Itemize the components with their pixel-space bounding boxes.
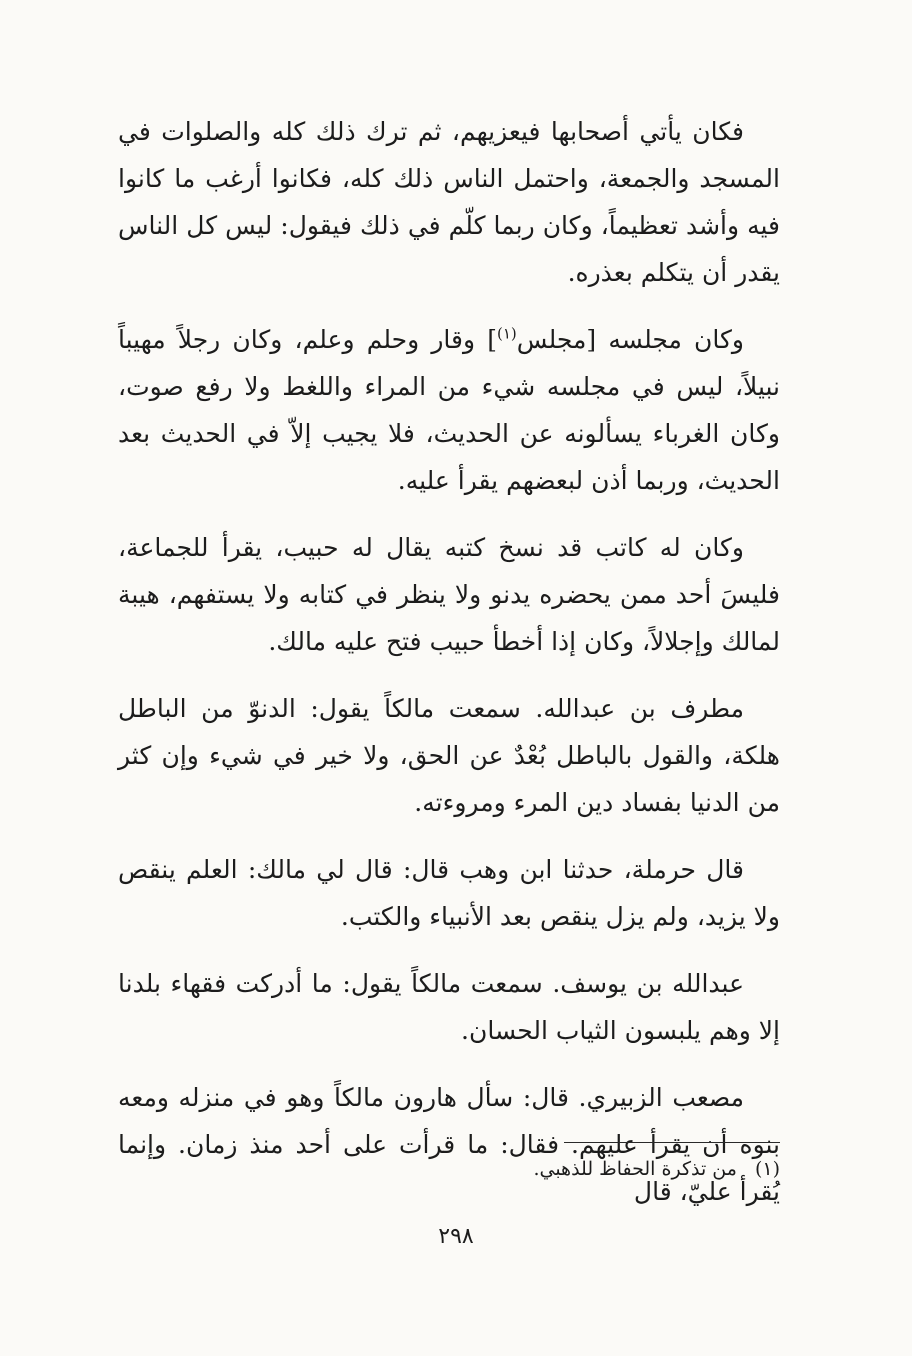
paragraph-4: مطرف بن عبدالله. سمعت مالكاً يقول: الدنوّ من الباطل هلكة، والقول بالباطل بُعْدٌ عن الحق، ولا خير في شيء وإن كثر من الدنيا بفساد دين المرء ومروءته.	[118, 694, 780, 817]
paragraph-1: فكان يأتي أصحابها فيعزيهم، ثم ترك ذلك كله والصلوات في المسجد والجمعة، واحتمل الناس ذلك كله، فكانوا أرغب ما كانوا فيه وأشد تعظيماً، وكان ربما كلّم في ذلك فيقول: ليس كل الناس يقدر أن يتكلم بعذره.	[118, 117, 780, 287]
footnote	[118, 1154, 780, 1184]
footnote-divider	[564, 1142, 780, 1143]
footnote-marker[interactable]: (١)	[496, 324, 517, 343]
body-text	[118, 108, 780, 1215]
paragraph-2	[118, 316, 780, 504]
paragraph-3: وكان له كاتب قد نسخ كتبه يقال له حبيب، يقرأ للجماعة، فليسَ أحد ممن يحضره يدنو ولا ينظر في كتابه ولا يستفهم، هيبة لمالك وإجلالاً، وكان إذا أخطأ حبيب فتح عليه مالك.	[118, 533, 780, 656]
paragraph-2-text-before: وكان مجلسه [مجلس	[516, 325, 744, 354]
paragraph-5: قال حرملة، حدثنا ابن وهب قال: قال لي مالك: العلم ينقص ولا يزيد، ولم يزل ينقص بعد الأنبياء والكتب.	[118, 855, 780, 931]
paragraph-6: عبدالله بن يوسف. سمعت مالكاً يقول: ما أدركت فقهاء بلدنا إلا وهم يلبسون الثياب الحسان.	[118, 969, 780, 1045]
paragraph-7: مصعب الزبيري. قال: سأل هارون مالكاً وهو في منزله ومعه بنوه أن يقرأ عليهم. فقال: ما قرأت على أحد منذ زمان. وإنما يُقرأ عليّ، قال	[118, 1083, 780, 1206]
page-number: ٢٩٨	[438, 1224, 474, 1249]
footnote-text: من تذكرة الحفاظ للذهبي.	[533, 1158, 737, 1180]
footnote-number: (١)	[754, 1158, 780, 1180]
paragraph-2-text-after: ] وقار وحلم وعلم، وكان رجلاً مهيباً نبيلاً، ليس في مجلسه شيء من المراء واللغط ولا رفع صوت، وكان الغرباء يسألونه عن الحديث، فلا يجيب إلاّ في الحديث بعد الحديث، وربما أذن لبعضهم يقرأ عليه.	[118, 325, 780, 495]
